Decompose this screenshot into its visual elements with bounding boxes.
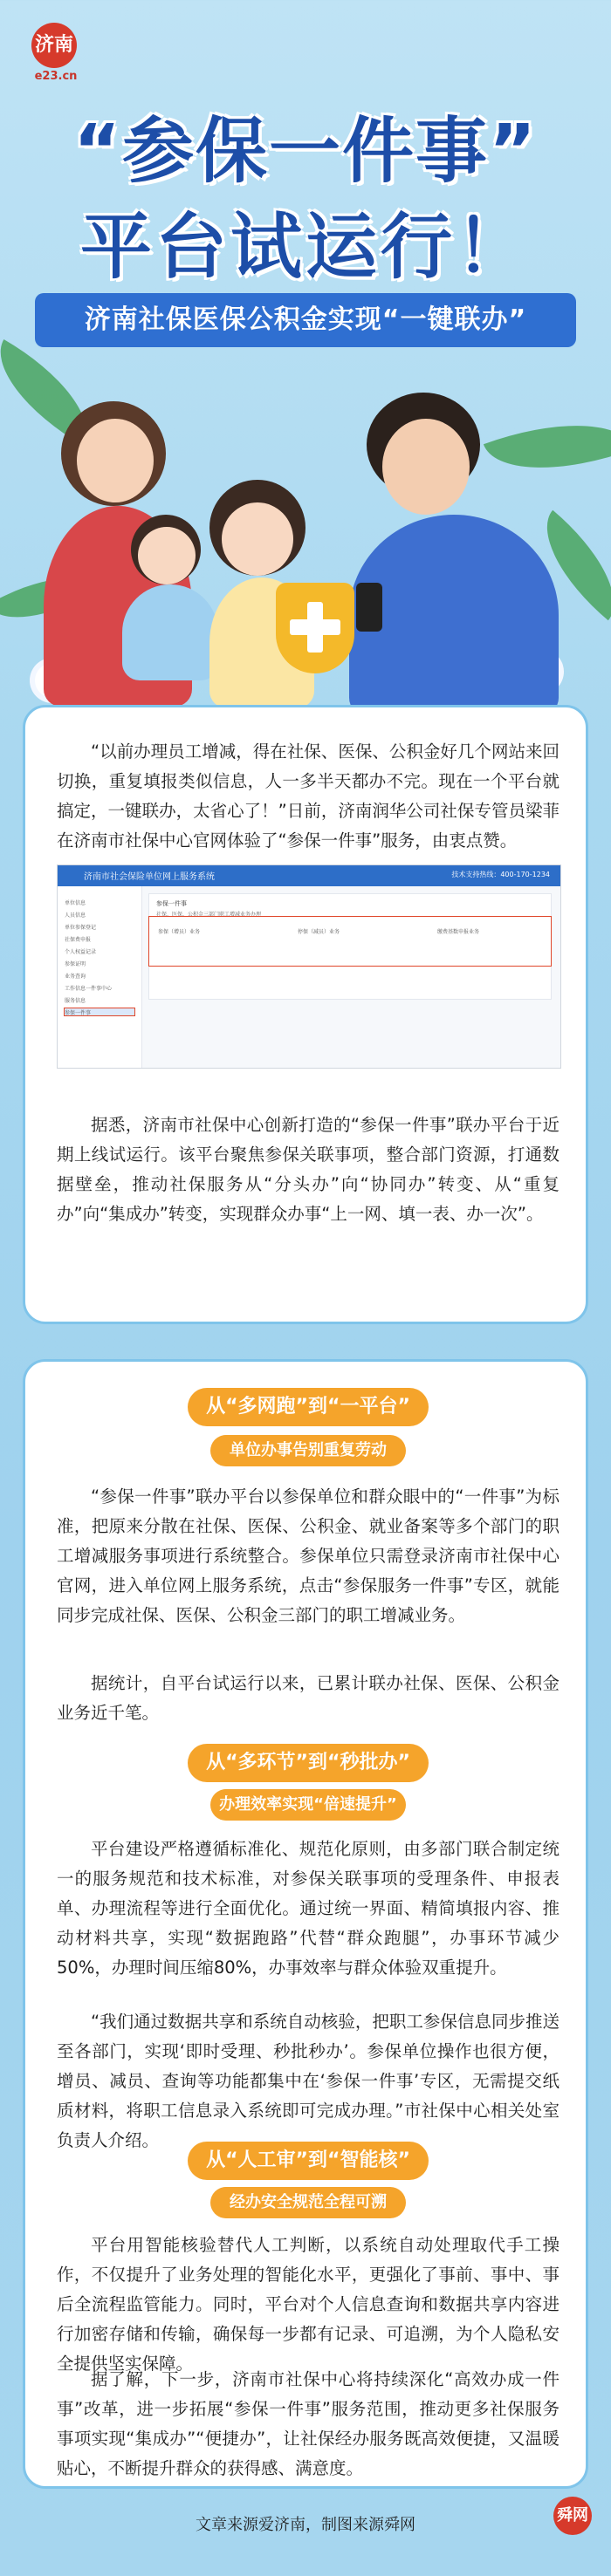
screenshot-option: 参保（增员）业务 [158,929,201,935]
headline-line-2: 平台试运行！ [79,206,531,289]
subtitle-banner: 济南社保医保公积金实现“一键联办” [35,293,576,347]
screenshot-sidebar-item: 个人权益记录 [65,949,97,955]
baby-body [122,584,218,680]
site-logo [19,23,93,84]
girl-face [222,502,293,576]
screenshot-sidebar-item-active: 参保一件事 [65,1008,134,1015]
source-credit: 文章来源爱济南，制图来源舜网 [196,2516,415,2534]
screenshot-sidebar-item: 服务信息 [65,998,86,1004]
section-2-paragraph-2: “我们通过数据共享和系统自动核验，把职工参保信息同步推送至各部门，实现‘即时受理、秒批秒办’。参保单位操作也很方便，增员、减员、查询等功能都集中在‘参保一件事’专区，无需提交纸质材料，将职工信息录入系统即可完成办理。”市社保中心相关处室负责人介绍。 [57,2012,560,2150]
section-2-heading: 从“多环节”到“秒批办” [188,1744,429,1782]
screenshot-option: 停保（减员）业务 [298,929,340,935]
screenshot-hotline: 技术支持热线：400-170-1234 [451,871,550,878]
phone-icon [356,583,382,632]
screenshot-sidebar-item: 单位信息 [65,900,86,906]
mother-face [77,419,154,502]
screenshot-panel-title: 参保一件事 [156,900,187,907]
website-screenshot [57,864,561,1069]
launch-paragraph: 据悉，济南市社保中心创新打造的“参保一件事”联办平台于近期上线试运行。该平台聚焦参保关联事项，整合部门资源，打通数据壁垒，推动社保服务从“分头办”向“协同办”转变、从“重复办”向“集成办”转变，实现群众办事“上一网、填一表、办一次”。 [57,1115,560,1224]
footer-logo: 舜网 [553,2497,592,2535]
logo-seal: 济南 [31,23,77,68]
section-1-subheading: 单位办事告别重复劳动 [210,1435,406,1466]
detail-card [23,1359,588,2489]
leaf-decoration [484,397,611,497]
intro-card [23,705,588,1324]
screenshot-sidebar [58,886,142,1068]
section-2-subheading: 办理效率实现“倍速提升” [210,1789,406,1821]
section-3-subheading: 经办安全规范全程可溯 [210,2187,406,2218]
section-1-heading: 从“多网跑”到“一平台” [188,1388,429,1426]
screenshot-sidebar-item: 业务查询 [65,974,86,980]
section-3-paragraph-1: 平台用智能核验替代人工判断，以系统自动处理取代手工操作，不仅提升了业务处理的智能化水平，更强化了事前、事中、事后全流程监管能力。同时，平台对个人信息查询和数据共享内容进行加密存储和传输，确保每一步都有记录、可追溯，为个人隐私安全提供坚实保障。 [57,2235,560,2374]
screenshot-sidebar-item: 人员信息 [65,912,86,919]
screenshot-sidebar-item: 社保费申报 [65,937,92,943]
section-2-paragraph-1: 平台建设严格遵循标准化、规范化原则，由多部门联合制定统一的服务规范和技术标准，对参保关联事项的受理条件、申报表单、办理流程等进行全面优化。通过统一界面、精简填报内容、推动材料共享，实现“数据跑路”代替“群众跑腿”，办事环节减少50%，办理时间压缩80%，办事效率与群众体验双重提升。 [57,1839,560,1978]
baby-face [138,527,196,584]
screenshot-header [58,865,560,886]
father-face [382,419,470,515]
intro-paragraph: “以前办理员工增减，得在社保、医保、公积金好几个网站来回切换，重复填报类似信息，人一多半天都办不完。现在一个平台就搞定，一键联办，太省心了！”日前，济南润华公司社保专管员梁菲在济南市社保中心官网体验了“参保一件事”服务，由衷点赞。 [57,741,560,851]
section-1-paragraph-2: 据统计，自平台试运行以来，已累计联办社保、医保、公积金业务近千笔。 [57,1673,560,1723]
headline-line-1: “参保一件事” [73,110,538,193]
screenshot-sidebar-item: 工作信息一件事中心 [65,986,113,992]
screenshot-highlight-box [148,916,552,967]
screenshot-title: 济南市社会保险单位网上服务系统 [84,872,215,882]
screenshot-panel-crumb: 社保、医保、公积金三部门职工增减业务办理 [156,912,262,918]
medical-shield-icon [276,583,354,673]
section-3-paragraph-2: 据了解，下一步，济南市社保中心将持续深化“高效办成一件事”改革，进一步拓展“参保一件事”服务范围，推动更多社保服务事项实现“集成办”“便捷办”，让社保经办服务既高效便捷，又温暖贴心，不断提升群众的获得感、满意度。 [57,2369,560,2478]
screenshot-sidebar-item: 单位参保登记 [65,925,97,931]
screenshot-option: 缴费基数申报业务 [437,929,480,935]
section-1-paragraph-1: “参保一件事”联办平台以参保单位和群众眼中的“一件事”为标准，把原来分散在社保、医保、公积金、就业备案等多个部门的职工增减服务事项进行系统整合。参保单位只需登录济南市社保中心官网，进入单位网上服务系统，点击“参保服务一件事”专区，就能同步完成社保、医保、公积金三部门的职工增减业务。 [57,1486,560,1625]
screenshot-sidebar-item: 参保证明 [65,961,86,967]
section-3-heading: 从“人工审”到“智能核” [188,2142,429,2180]
family-illustration [0,349,611,715]
logo-domain: e23.cn [34,70,78,83]
